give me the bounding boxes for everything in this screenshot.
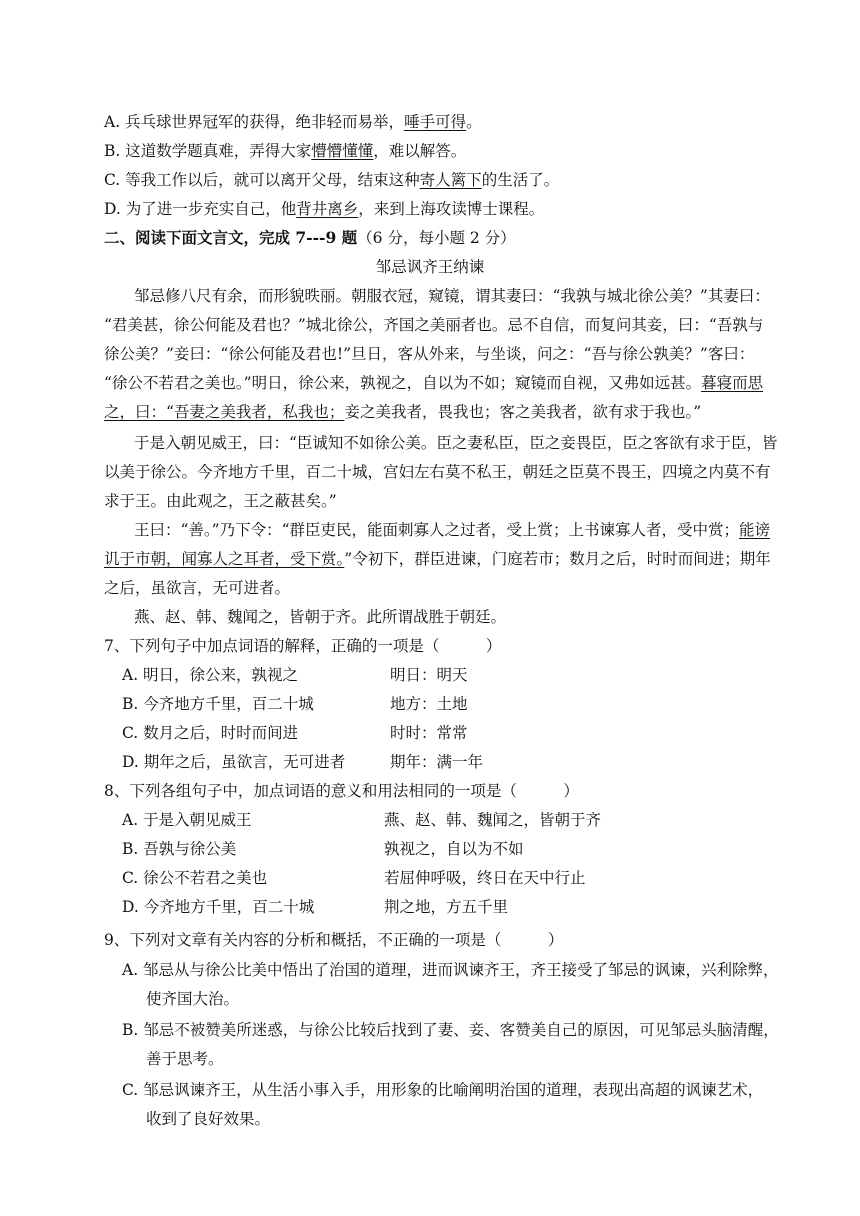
option-text: ，来到上海攻读博士课程。 (358, 200, 545, 218)
option-text: C. 等我工作以后，就可以离开父母，结束这种 (104, 171, 420, 189)
passage-line: 之后，虽欲言，无可进者。 (104, 579, 291, 597)
q7-option-c-meaning: 时时：常常 (390, 724, 468, 742)
q8-option-d: D. 今齐地方千里，百二十城 (122, 898, 315, 916)
q8-option-b: B. 吾孰与徐公美 (122, 840, 237, 858)
underlined-idiom: 懵懵懂懂 (311, 142, 374, 160)
underlined-sentence: 能谤 (739, 521, 771, 539)
q7-option-c: C. 数月之后，时时而间进 (122, 724, 299, 742)
underlined-idiom: 背井离乡 (296, 200, 359, 218)
passage-line (104, 548, 771, 570)
idiom-option-a (104, 111, 482, 133)
q7-option-b-meaning: 地方：土地 (390, 695, 468, 713)
passage-title: 邹忌讽齐王纳谏 (375, 258, 485, 276)
passage-line (104, 372, 763, 394)
q8-option-a: A. 于是入朝见威王 (122, 811, 252, 829)
passage-line (134, 519, 770, 541)
passage-text: 妾之美我者，畏我也；客之美我者，欲有求于我也。” (344, 403, 702, 421)
q9-option-c-line1: C. 邹忌讽谏齐王，从生活小事入手，用形象的比喻阐明治国的道理，表现出高超的讽谏艺术， (122, 1081, 764, 1099)
option-text: 的生活了。 (481, 171, 560, 189)
q9-option-c-line2: 收到了良好效果。 (146, 1110, 271, 1128)
section-heading-bold: 二、阅读下面文言文，完成 7---9 题 (104, 228, 358, 247)
q7-option-d-meaning: 期年：满一年 (390, 753, 484, 771)
option-text: ，难以解答。 (373, 142, 467, 160)
q9-option-a-line2: 使齐国大治。 (146, 990, 240, 1008)
underlined-sentence: 之，曰：“吾妻之美我者，私我也； (104, 403, 345, 421)
q8-option-c: C. 徐公不若君之美也 (122, 869, 268, 887)
passage-text: ”令初下，群臣进谏，门庭若市；数月之后，时时而间进；期年 (344, 550, 771, 568)
question-8-stem: 8、下列各组句子中，加点词语的意义和用法相同的一项是（ ） (104, 782, 579, 800)
section-heading (104, 227, 516, 249)
section-heading-score: （6 分，每小题 2 分） (357, 229, 516, 247)
passage-line: 以美于徐公。今齐地方千里，百二十城，宫妇左右莫不私王，朝廷之臣莫不畏王，四境之内莫不有 (104, 463, 771, 481)
passage-text: 王曰：“善。”乃下令：“群臣吏民，能面刺寡人之过者，受上赏；上书谏寡人者，受中赏； (134, 521, 740, 539)
passage-line: 于是入朝见威王，曰：“臣诚知不如徐公美。臣之妻私臣，臣之妾畏臣，臣之客欲有求于臣，皆 (134, 434, 778, 452)
q7-option-a: A. 明日，徐公来，孰视之 (122, 666, 299, 684)
q8-option-d-compare: 荆之地，方五千里 (384, 898, 509, 916)
q7-option-b: B. 今齐地方千里，百二十城 (122, 695, 314, 713)
underlined-idiom: 唾手可得 (404, 113, 467, 131)
q9-option-a-line1: A. 邹忌从与徐公比美中悟出了治国的道理，进而讽谏齐王，齐王接受了邹忌的讽谏，兴利除弊， (122, 961, 779, 979)
passage-line: 燕、赵、韩、魏闻之，皆朝于齐。此所谓战胜于朝廷。 (134, 608, 507, 626)
q8-option-a-compare: 燕、赵、韩、魏闻之，皆朝于齐 (384, 811, 602, 829)
option-text: 。 (466, 113, 482, 131)
underlined-sentence: 暮寝而思 (701, 374, 764, 392)
q9-option-b-line2: 善于思考。 (146, 1050, 224, 1068)
q7-option-a-meaning: 明日：明天 (390, 666, 468, 684)
underlined-sentence: 讥于市朝，闻寡人之耳者，受下赏。 (104, 550, 345, 568)
idiom-option-d (104, 198, 544, 220)
option-text: B. 这道数学题真难，弄得大家 (104, 142, 312, 160)
passage-line: 求于王。由此观之，王之蔽甚矣。” (104, 492, 337, 510)
q8-option-b-compare: 孰视之，自以为不如 (384, 840, 524, 858)
passage-line: 徐公美？”妾曰：“徐公何能及君也!”旦日，客从外来，与坐谈，问之：“吾与徐公孰美？”客曰： (104, 345, 755, 363)
q8-option-c-compare: 若屈伸呼吸，终日在天中行止 (384, 869, 586, 887)
idiom-option-c (104, 169, 559, 191)
passage-text: “徐公不若君之美也。”明日，徐公来，孰视之，自以为不如；窥镜而自视，又弗如远甚。 (104, 374, 702, 392)
underlined-idiom: 寄人篱下 (419, 171, 482, 189)
idiom-option-b (104, 140, 466, 162)
question-9-stem: 9、下列对文章有关内容的分析和概括，不正确的一项是（ ） (104, 931, 564, 949)
q9-option-b-line1: B. 邹忌不被赞美所迷惑，与徐公比较后找到了妻、妾、客赞美自己的原因，可见邹忌头脑清醒， (122, 1021, 779, 1039)
passage-line: 邹忌修八尺有余，而形貌昳丽。朝服衣冠，窥镜，谓其妻曰：“我孰与城北徐公美？”其妻曰： (134, 287, 770, 305)
passage-line: “君美甚，徐公何能及君也？”城北徐公，齐国之美丽者也。忌不自信，而复问其妾，曰：“吾孰与 (104, 316, 764, 334)
option-text: A. 兵乓球世界冠军的获得，绝非轻而易举， (104, 113, 405, 131)
question-7-stem: 7、下列句子中加点词语的解释，正确的一项是（ ） (104, 637, 502, 655)
option-text: D. 为了进一步充实自己，他 (104, 200, 297, 218)
passage-line (104, 401, 701, 423)
q7-option-d: D. 期年之后，虽欲言，无可进者 (122, 753, 346, 771)
